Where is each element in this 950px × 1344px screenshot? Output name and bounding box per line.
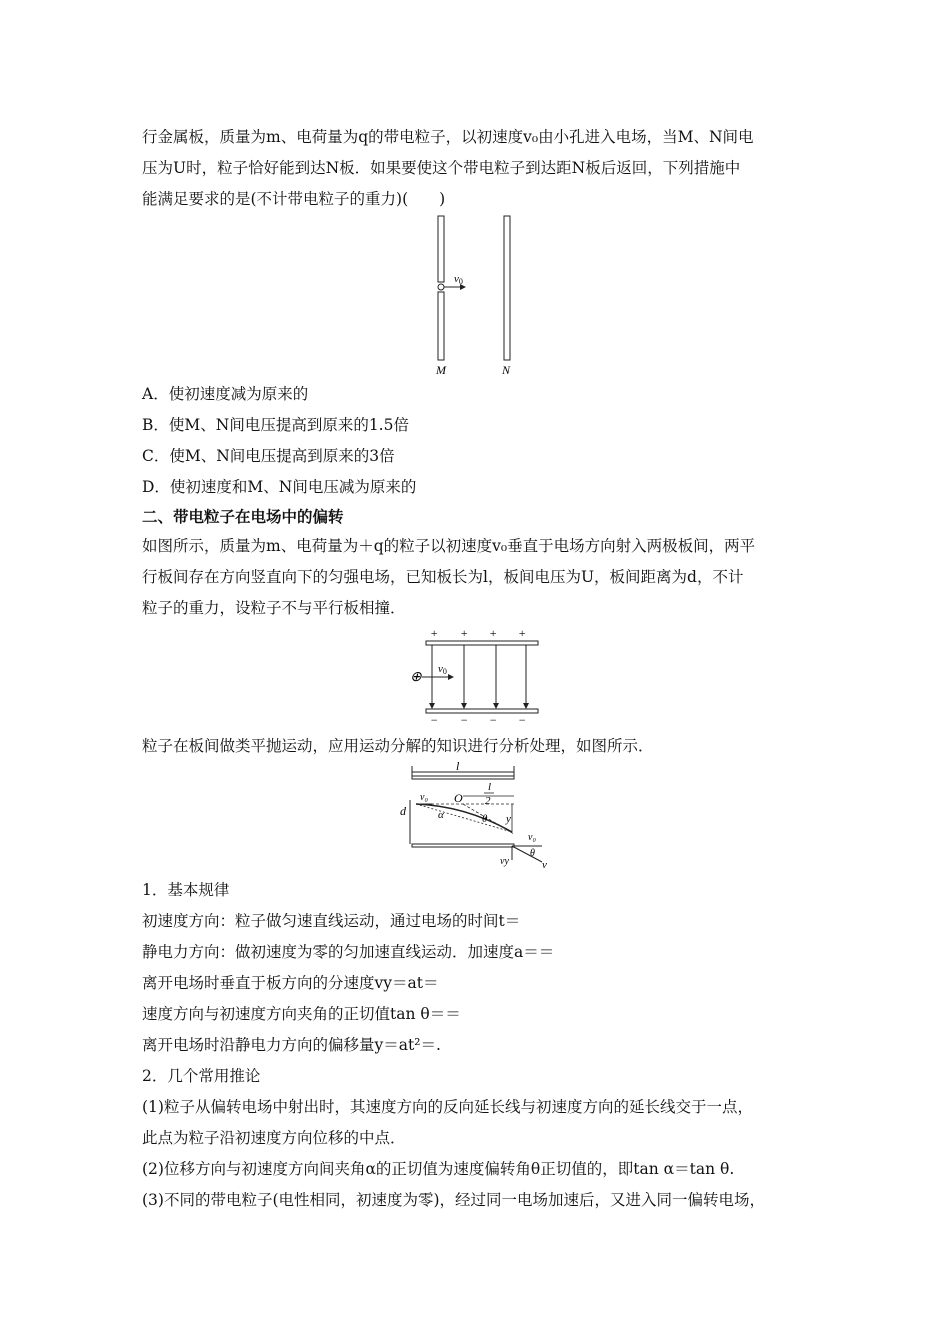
text-line: 压为U时，粒子恰好能到达N板．如果要使这个带电粒子到达距N板后返回，下列措施中: [142, 159, 741, 177]
label-half-l-num: l: [488, 781, 492, 793]
upper-plate: [412, 776, 514, 779]
plate-m-upper: [438, 216, 444, 282]
plus-sign: +: [460, 626, 469, 640]
problem-intro: [142, 122, 814, 215]
inference-line: 此点为粒子沿初速度方向位移的中点．: [142, 1129, 406, 1147]
particle-hole: [438, 284, 444, 290]
arrow-head: [429, 703, 435, 709]
text-line: 行金属板，质量为m、电荷量为q的带电粒子，以初速度v₀由小孔进入电场，当M、N间电: [142, 128, 754, 146]
minus-sign: −: [518, 713, 527, 725]
label-y: y: [506, 813, 511, 825]
label-theta-out: θ: [530, 848, 535, 859]
analysis-text: 粒子在板间做类平抛运动，应用运动分解的知识进行分析处理，如图所示．: [142, 737, 654, 755]
section-paragraph: [142, 531, 814, 624]
label-v0-out: v₀: [528, 832, 536, 843]
plus-sign: +: [430, 626, 439, 640]
minus-sign: −: [489, 713, 498, 725]
plate-n: [504, 216, 510, 360]
label-d: d: [400, 804, 406, 818]
displacement-line: [416, 804, 512, 832]
label-theta: θ: [482, 813, 488, 825]
rule-line: 静电力方向：做初速度为零的匀加速直线运动．加速度a＝＝: [142, 943, 555, 961]
text-line: 粒子的重力，设粒子不与平行板相撞．: [142, 599, 406, 617]
lower-plate: [412, 844, 514, 847]
figure-deflection: [396, 760, 558, 870]
inference-line: (3)不同的带电粒子(电性相同，初速度为零)，经过同一电场加速后，又进入同一偏转电场，: [142, 1191, 766, 1209]
arrow-head: [523, 703, 529, 709]
label-v: v: [542, 859, 547, 870]
figure-parallel-plates: [404, 625, 550, 725]
label-v0: v₀: [420, 792, 428, 803]
label-alpha: α: [438, 809, 444, 821]
upper-plate: [426, 641, 538, 645]
label-vy: vy: [500, 856, 509, 867]
text-line: 行板间存在方向竖直向下的匀强电场，已知板长为l，板间电压为U，板间距离为d，不计: [142, 568, 744, 586]
section-title: 二、带电粒子在电场中的偏转: [142, 508, 344, 526]
rule-line: 离开电场时沿静电力方向的偏移量y＝at²＝.: [142, 1036, 441, 1054]
label-v0: v0: [438, 663, 447, 676]
text-line: 如图所示，质量为m、电荷量为＋q的粒子以初速度v₀垂直于电场方向射入两极板间，两平: [142, 537, 756, 555]
rule-line: 速度方向与初速度方向夹角的正切值tan θ＝＝: [142, 1005, 461, 1023]
resultant-velocity: [512, 846, 542, 862]
label-l: l: [456, 760, 460, 773]
option-a: A．使初速度减为原来的: [142, 385, 309, 403]
option-b: B．使M、N间电压提高到原来的1.5倍: [142, 416, 409, 434]
label-v0: v0: [454, 273, 463, 286]
option-c: C．使M、N间电压提高到原来的3倍: [142, 447, 395, 465]
minus-sign: −: [460, 713, 469, 725]
figure-plates-mn: [420, 210, 540, 380]
label-half-l-den: 2: [485, 795, 491, 807]
inference-line: (1)粒子从偏转电场中射出时，其速度方向的反向延长线与初速度方向的延长线交于一点，: [142, 1098, 753, 1116]
arrow-head: [448, 674, 454, 680]
rule-line: 离开电场时垂直于板方向的分速度vy＝at＝: [142, 974, 439, 992]
plus-sign: +: [518, 626, 527, 640]
rules-title: 1．基本规律: [142, 881, 230, 899]
minus-sign: −: [430, 713, 439, 725]
particle-icon: ⊕: [410, 670, 422, 685]
inferences-title: 2．几个常用推论: [142, 1067, 261, 1085]
label-o: O: [454, 791, 463, 805]
plus-sign: +: [489, 626, 498, 640]
arrow-head: [493, 703, 499, 709]
rule-line: 初速度方向：粒子做匀速直线运动，通过电场的时间t＝: [142, 912, 521, 930]
arrow-head: [461, 703, 467, 709]
option-d: D．使初速度和M、N间电压减为原来的: [142, 478, 417, 496]
label-m: M: [436, 363, 446, 377]
plate-m-lower: [438, 292, 444, 360]
label-n: N: [502, 363, 511, 377]
inference-line: (2)位移方向与初速度方向间夹角α的正切值为速度偏转角θ正切值的，即tan α＝tan θ.: [142, 1160, 735, 1178]
text-line: 能满足要求的是(不计带电粒子的重力)( ): [142, 190, 446, 208]
